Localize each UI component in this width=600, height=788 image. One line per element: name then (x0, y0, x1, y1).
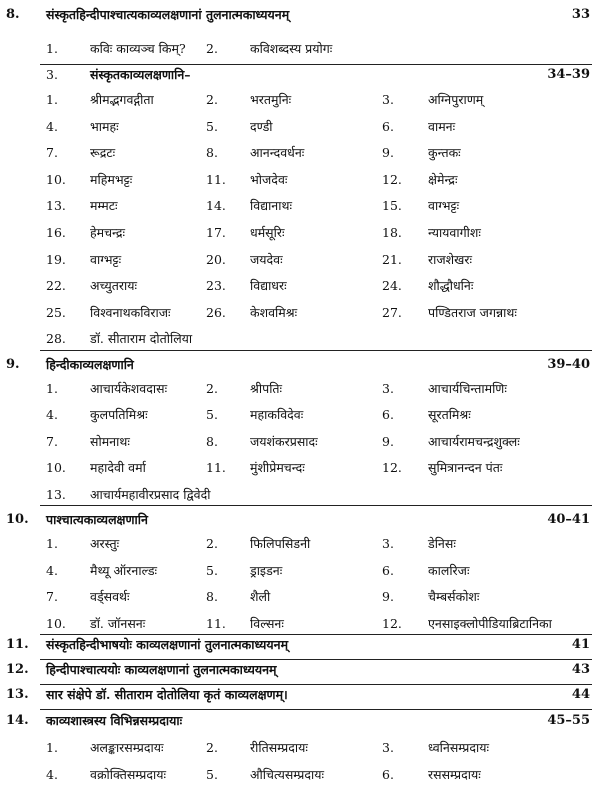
section-heading (0, 509, 600, 531)
section-title: पाश्चात्यकाव्यलक्षणानि (46, 512, 148, 527)
item-number: 6. (382, 118, 394, 134)
list-item (0, 169, 600, 191)
item-text: डॉ. सीताराम दोतोलिया (90, 331, 193, 347)
section-number: 10. (6, 512, 29, 527)
list-item (0, 586, 600, 608)
item-number: 1. (46, 536, 58, 551)
section-page: 39–40 (547, 357, 590, 372)
item-text: मैथ्यू ऑरनाल्डः (90, 562, 158, 578)
item-text: फिलिपसिडनी (250, 536, 311, 551)
item-text: वर्ड्सवर्थः (90, 589, 130, 605)
item-text: महाकविदेवः (250, 407, 304, 423)
item-text: पण्डितराज जगन्नाथः (428, 304, 517, 320)
item-number: 12. (382, 460, 402, 476)
item-text: जयशंकरप्रसादः (250, 433, 318, 449)
item-number: 25. (46, 304, 66, 320)
item-number: 5. (206, 767, 218, 782)
item-text: आचार्यचिन्तामणिः (428, 381, 507, 396)
divider (40, 350, 592, 351)
item-text: औचित्यसम्प्रदायः (250, 767, 325, 782)
list-item (0, 89, 600, 111)
item-text: महादेवी वर्मा (90, 460, 146, 476)
section-title: संस्कृतहिन्दीभाषयोः काव्यलक्षणानां तुलनात्मकाध्ययनम् (46, 637, 289, 652)
item-number: 24. (382, 278, 402, 294)
item-number: 4. (46, 118, 58, 134)
item-number: 2. (206, 92, 218, 107)
item-number: 1. (46, 381, 58, 396)
list-item (0, 275, 600, 297)
section-page: 33 (571, 7, 590, 22)
item-text: क्षेमेन्द्रः (428, 171, 458, 187)
item-number: 3. (382, 740, 394, 755)
list-item (0, 378, 600, 400)
item-text: शौद्धौधनिः (428, 278, 474, 294)
item-text: विद्याधरः (250, 278, 287, 294)
item-text: आचार्यमहावीरप्रसाद द्विवेदी (90, 486, 211, 502)
item-text: आनन्दवर्धनः (250, 145, 305, 161)
item-number: 17. (206, 225, 226, 240)
item-number: 9. (382, 145, 394, 161)
item-text: धर्मसूरिः (250, 225, 285, 240)
item-number: 9. (382, 589, 394, 605)
item-number: 2. (206, 41, 218, 56)
section-number: 14. (6, 713, 29, 728)
item-number: 11. (206, 171, 226, 187)
item-number: 7. (46, 589, 58, 605)
item-text: शैली (250, 589, 271, 605)
item-number: 3. (382, 92, 394, 107)
section-page: 45–55 (547, 713, 590, 728)
section-page: 41 (571, 637, 590, 652)
item-number: 2. (206, 381, 218, 396)
item-number: 10. (46, 615, 66, 631)
item-text: मम्मटः (90, 198, 118, 214)
item-number: 27. (382, 304, 402, 320)
item-number: 7. (46, 145, 58, 161)
item-text: महिमभट्टः (90, 171, 133, 187)
item-text: एनसाइक्लोपीडियाब्रिटानिका (428, 615, 552, 631)
item-text: केशवमिश्रः (250, 304, 298, 320)
item-number: 11. (206, 615, 226, 631)
item-number: 6. (382, 407, 394, 423)
list-item (0, 116, 600, 138)
item-number: 14. (206, 198, 226, 214)
item-number: 13. (46, 486, 66, 502)
list-item (0, 764, 600, 786)
item-number: 26. (206, 304, 226, 320)
item-text: श्रीपतिः (250, 381, 283, 396)
item-text: श्रीमद्भगवद्गीता (90, 92, 154, 107)
item-text: अच्युतरायः (90, 278, 138, 294)
item-number: 10. (46, 171, 66, 187)
section-heading (0, 354, 600, 376)
section-title: हिन्दीपाश्चात्ययोः काव्यलक्षणानां तुलनात्मकाध्ययनम् (46, 662, 277, 677)
item-number: 4. (46, 767, 58, 782)
item-number: 4. (46, 562, 58, 578)
list-item (0, 142, 600, 164)
section-heading (0, 634, 600, 656)
item-number: 2. (206, 536, 218, 551)
item-number: 1. (46, 41, 58, 56)
section-page: 44 (571, 687, 590, 702)
item-text: अग्निपुराणम् (428, 92, 484, 107)
item-text: विल्सनः (250, 615, 284, 631)
list-item (0, 737, 600, 759)
section-page: 43 (571, 662, 590, 677)
item-number: 12. (382, 171, 402, 187)
item-number: 10. (46, 460, 66, 476)
item-number: 5. (206, 562, 218, 578)
section-heading (0, 659, 600, 681)
section-heading (0, 4, 600, 26)
item-text: विश्वनाथकविराजः (90, 304, 171, 320)
item-number: 3. (46, 67, 58, 82)
item-text: रूद्रटः (90, 145, 116, 161)
item-text: विद्यानाथः (250, 198, 292, 214)
list-item (0, 328, 600, 350)
item-number: 15. (382, 198, 402, 214)
item-text: राजशेखरः (428, 251, 472, 267)
list-item (0, 484, 600, 506)
list-item (0, 560, 600, 582)
item-number: 2. (206, 740, 218, 755)
list-item (0, 222, 600, 244)
item-number: 22. (46, 278, 66, 294)
section-title: सार संक्षेपे डॉ. सीताराम दोतोलिया कृतं काव्यलक्षणम्। (46, 687, 288, 702)
item-text: ध्वनिसम्प्रदायः (428, 740, 490, 755)
section-title: संस्कृतहिन्दीपाश्चात्यकाव्यलक्षणानां तुलनात्मकाध्ययनम् (46, 7, 290, 22)
list-item (0, 249, 600, 271)
item-number: 3. (382, 381, 394, 396)
section-number: 12. (6, 662, 29, 677)
item-text: डॉ. जॉनसनः (90, 615, 146, 631)
item-text: कविशब्दस्य प्रयोगः (250, 41, 333, 56)
item-text: वाग्भट्टः (428, 198, 460, 214)
item-text: भरतमुनिः (250, 92, 292, 107)
item-number: 9. (382, 433, 394, 449)
item-text: वक्रोक्तिसम्प्रदायः (90, 767, 167, 782)
item-text: चैम्बर्सकोशः (428, 589, 480, 605)
item-text: सोमनाथः (90, 433, 130, 449)
item-text: अरस्तुः (90, 536, 120, 551)
item-text: कुलपतिमिश्रः (90, 407, 148, 423)
item-text: वामनः (428, 118, 456, 134)
item-text: कुन्तकः (428, 145, 461, 161)
subsection-heading (0, 64, 600, 86)
list-item (0, 302, 600, 324)
item-text: कालरिजः (428, 562, 470, 578)
item-text: आचार्यकेशवदासः (90, 381, 168, 396)
sub-items-row (0, 38, 600, 60)
list-item (0, 533, 600, 555)
list-item (0, 404, 600, 426)
section-number: 8. (6, 7, 20, 22)
item-text: डेनिसः (428, 536, 456, 551)
section-page: 40–41 (547, 512, 590, 527)
item-number: 5. (206, 407, 218, 423)
item-text: न्यायवागीशः (428, 225, 481, 240)
list-item (0, 457, 600, 479)
item-number: 1. (46, 92, 58, 107)
item-number: 7. (46, 433, 58, 449)
item-text: हेमचन्द्रः (90, 225, 126, 240)
item-number: 6. (382, 767, 394, 782)
item-number: 13. (46, 198, 66, 214)
item-text: वाग्भट्टः (90, 251, 122, 267)
item-text: रससम्प्रदायः (428, 767, 481, 782)
item-text: दण्डी (250, 118, 273, 134)
divider (40, 505, 592, 506)
item-number: 1. (46, 740, 58, 755)
item-number: 8. (206, 589, 218, 605)
list-item (0, 195, 600, 217)
subsection-page: 34–39 (547, 67, 590, 82)
item-number: 12. (382, 615, 402, 631)
item-number: 4. (46, 407, 58, 423)
item-text: अलङ्कारसम्प्रदायः (90, 740, 164, 755)
item-number: 21. (382, 251, 402, 267)
section-heading (0, 684, 600, 706)
item-number: 6. (382, 562, 394, 578)
item-text: रीतिसम्प्रदायः (250, 740, 308, 755)
item-number: 18. (382, 225, 402, 240)
list-item (0, 613, 600, 635)
item-text: सूरतमिश्रः (428, 407, 471, 423)
item-text: भामहः (90, 118, 119, 134)
item-text: आचार्यरामचन्द्रशुक्लः (428, 433, 520, 449)
item-text: मुंशीप्रेमचन्दः (250, 460, 305, 476)
item-number: 23. (206, 278, 226, 294)
section-number: 11. (6, 637, 29, 652)
item-number: 11. (206, 460, 226, 476)
section-title: हिन्दीकाव्यलक्षणानि (46, 357, 134, 372)
item-number: 28. (46, 331, 66, 347)
list-item (0, 431, 600, 453)
item-number: 3. (382, 536, 394, 551)
item-number: 8. (206, 433, 218, 449)
section-number: 9. (6, 357, 20, 372)
item-text: कविः काव्यञ्च किम्? (90, 41, 186, 56)
item-number: 8. (206, 145, 218, 161)
section-title: काव्यशास्त्रस्य विभिन्नसम्प्रदायाः (46, 713, 183, 728)
section-heading (0, 710, 600, 732)
item-text: जयदेवः (250, 251, 283, 267)
subsection-title: संस्कृतकाव्यलक्षणानि– (90, 67, 191, 82)
item-number: 20. (206, 251, 226, 267)
item-number: 19. (46, 251, 66, 267)
item-text: सुमित्रानन्दन पंतः (428, 460, 503, 476)
item-text: ड्राइडनः (250, 562, 283, 578)
item-number: 5. (206, 118, 218, 134)
item-text: भोजदेवः (250, 171, 288, 187)
section-number: 13. (6, 687, 29, 702)
item-number: 16. (46, 225, 66, 240)
